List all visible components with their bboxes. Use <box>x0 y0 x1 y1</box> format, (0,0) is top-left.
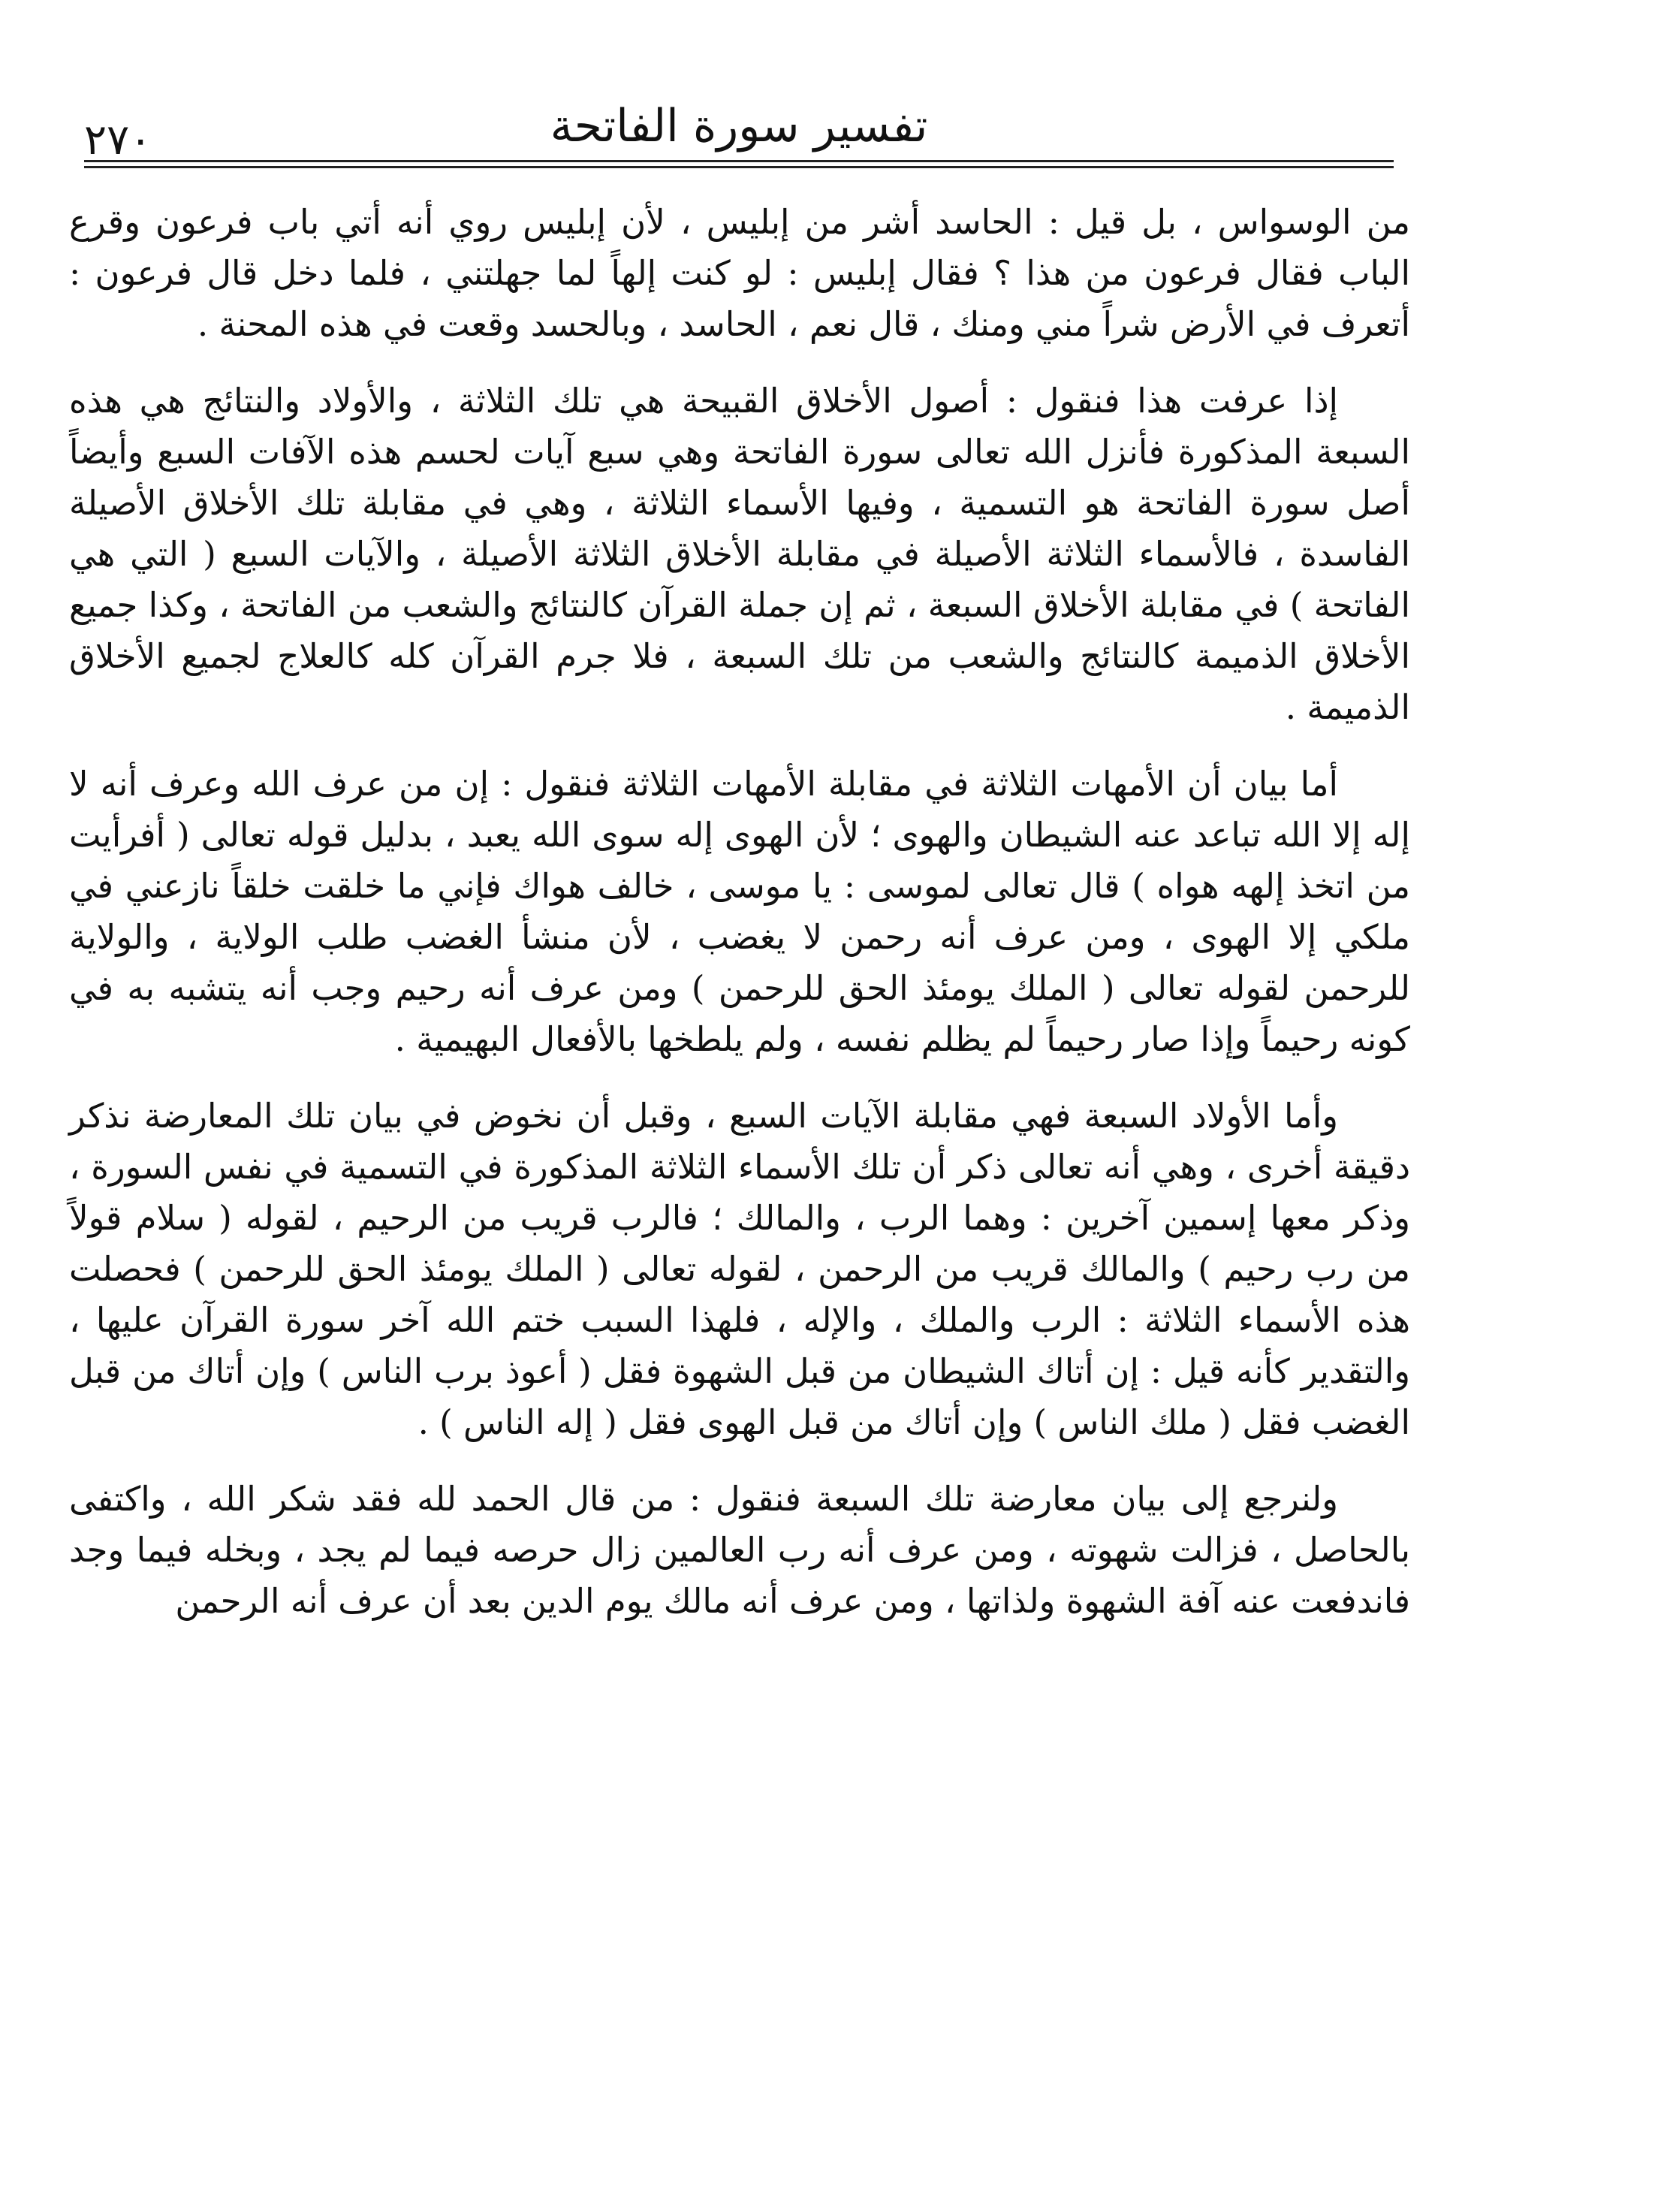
paragraph-1: من الوسواس ، بل قيل : الحاسد أشر من إبليس ، لأن إبليس روي أنه أتي باب فرعون وقرع الباب فقال فرعون من هذا ؟ فقال إبليس : لو كنت إلهاً لما جهلتني ، فلما دخل قال فرعون : أتعرف في الأرض شراً مني ومنك ، قال نعم ، الحاسد ، وبالحسد وقعت في هذه المحنة . <box>69 202 1410 344</box>
paragraph-3: أما بيان أن الأمهات الثلاثة في مقابلة الأمهات الثلاثة فنقول : إن من عرف الله وعرف أنه لا إله إلا الله تباعد عنه الشيطان والهوى ؛ لأن الهوى إله سوى الله يعبد ، بدليل قوله تعالى ( أفرأيت من اتخذ إلهه هواه ) قال تعالى لموسى : يا موسى ، خالف هواك فإني ما خلقت خلقاً نازعني في ملكي إلا الهوى ، ومن عرف أنه رحمن لا يغضب ، لأن منشأ الغضب طلب الولاية ، والولاية للرحمن لقوله تعالى ( الملك يومئذ الحق للرحمن ) ومن عرف أنه رحيم وجب أنه يتشبه به في كونه رحيماً وإذا صار رحيماً لم يظلم نفسه ، ولم يلطخها بالأفعال البهيمية . <box>69 764 1410 1059</box>
header-rule-bottom <box>84 166 1394 168</box>
page-header <box>84 89 1394 170</box>
running-title: تفسير سورة الفاتحة <box>550 100 928 152</box>
paragraph-4: وأما الأولاد السبعة فهي مقابلة الآيات السبع ، وقبل أن نخوض في بيان تلك المعارضة نذكر دقيقة أخرى ، وهي أنه تعالى ذكر أن تلك الأسماء الثلاثة المذكورة في التسمية في نفس السورة ، وذكر معها إسمين آخرين : وهما الرب ، والمالك ؛ فالرب قريب من الرحيم ، لقوله ( سلام قولاً من رب رحيم ) والمالك قريب من الرحمن ، لقوله تعالى ( الملك يومئذ الحق للرحمن ) فحصلت هذه الأسماء الثلاثة : الرب والملك ، والإله ، فلهذا السبب ختم الله آخر سورة القرآن عليها ، والتقدير كأنه قيل : إن أتاك الشيطان من قبل الشهوة فقل ( أعوذ برب الناس ) وإن أتاك من قبل الغضب فقل ( ملك الناس ) وإن أتاك من قبل الهوى فقل ( إله الناس ) . <box>69 1096 1410 1442</box>
paragraph-2: إذا عرفت هذا فنقول : أصول الأخلاق القبيحة هي تلك الثلاثة ، والأولاد والنتائج هي هذه السبعة المذكورة فأنزل الله تعالى سورة الفاتحة وهي سبع آيات لحسم هذه الآفات السبع وأيضاً أصل سورة الفاتحة هو التسمية ، وفيها الأسماء الثلاثة ، وهي في مقابلة تلك الأخلاق الأصيلة الفاسدة ، فالأسماء الثلاثة الأصيلة في مقابلة الأخلاق الثلاثة الأصيلة ، والآيات السبع ( التي هي الفاتحة ) في مقابلة الأخلاق السبعة ، ثم إن جملة القرآن كالنتائج والشعب من الفاتحة ، وكذا جميع الأخلاق الذميمة كالنتائج والشعب من تلك السبعة ، فلا جرم القرآن كله كالعلاج لجميع الأخلاق الذميمة . <box>69 381 1410 727</box>
paragraph-5: ولنرجع إلى بيان معارضة تلك السبعة فنقول : من قال الحمد لله فقد شكر الله ، واكتفى بالحاصل ، فزالت شهوته ، ومن عرف أنه رب العالمين زال حرصه فيما لم يجد ، وبخله فيما وجد فاندفعت عنه آفة الشهوة ولذاتها ، ومن عرف أنه مالك يوم الدين بعد أن عرف أنه الرحمن <box>69 1479 1410 1621</box>
header-rule-top <box>84 160 1394 162</box>
page-number: ٢٧٠ <box>84 116 152 164</box>
body-text <box>69 197 1410 1627</box>
